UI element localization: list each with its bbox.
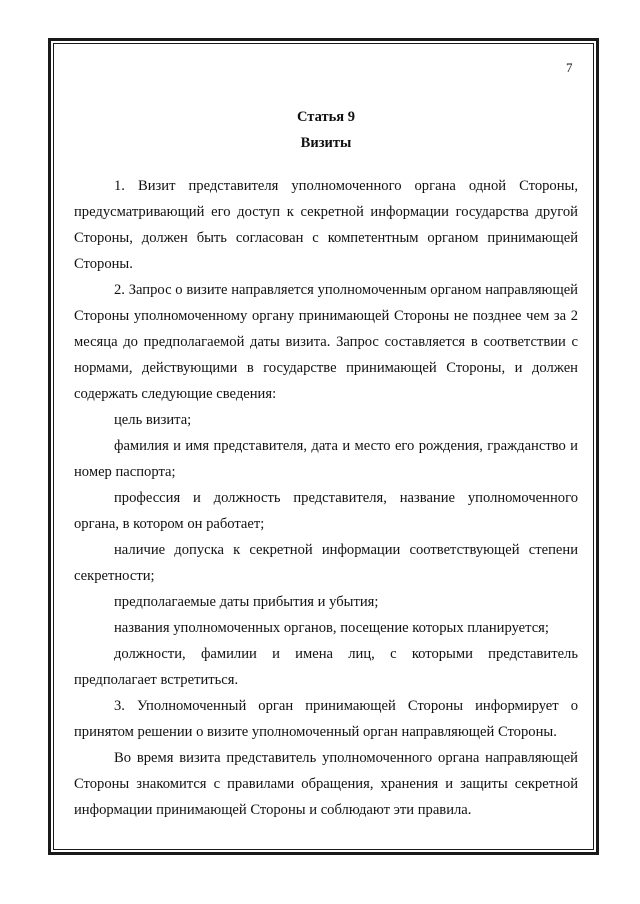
- page-number: 7: [566, 60, 573, 75]
- list-item-identity: фамилия и имя представителя, дата и место его рождения, гражданство и номер паспорта;: [74, 438, 578, 480]
- paragraph-rules: Во время визита представитель уполномоченного органа направляющей Стороны знакомится с правилами обращения, хранения и защиты секретной информации принимающей Стороны и соблюдают эти правила.: [74, 750, 578, 818]
- article-number: Статья 9: [297, 109, 355, 125]
- paragraph-visit-request: 2. Запрос о визите направляется уполномоченным органом направляющей Стороны уполномоченному органу принимающей Стороны не позднее чем за 2 месяца до предполагаемой даты визита. Запрос составляется в соответствии с нормами, действующими в государстве принимающей Стороны, и должен содержать следующие сведения:: [74, 282, 578, 402]
- list-item-organizations: названия уполномоченных органов, посещение которых планируется;: [114, 620, 549, 636]
- list-item-persons: должности, фамилии и имена лиц, с которыми представитель предполагает встретиться.: [74, 646, 578, 688]
- list-item-profession: профессия и должность представителя, название уполномоченного органа, в котором он работает;: [74, 490, 578, 532]
- article-title: Визиты: [300, 135, 352, 151]
- list-item-purpose: цель визита;: [114, 412, 192, 428]
- list-item-clearance: наличие допуска к секретной информации соответствующей степени секретности;: [74, 542, 578, 584]
- paragraph-visit-approval: 1. Визит представителя уполномоченного органа одной Стороны, предусматривающий его доступ к секретной информации государства другой Стороны, должен быть согласован с компетентным органом принимающей Стороны.: [74, 178, 578, 272]
- paragraph-decision: 3. Уполномоченный орган принимающей Стороны информирует о принятом решении о визите уполномоченный орган направляющей Стороны.: [74, 698, 578, 740]
- article-body: [74, 173, 578, 823]
- list-item-dates: предполагаемые даты прибытия и убытия;: [114, 594, 379, 610]
